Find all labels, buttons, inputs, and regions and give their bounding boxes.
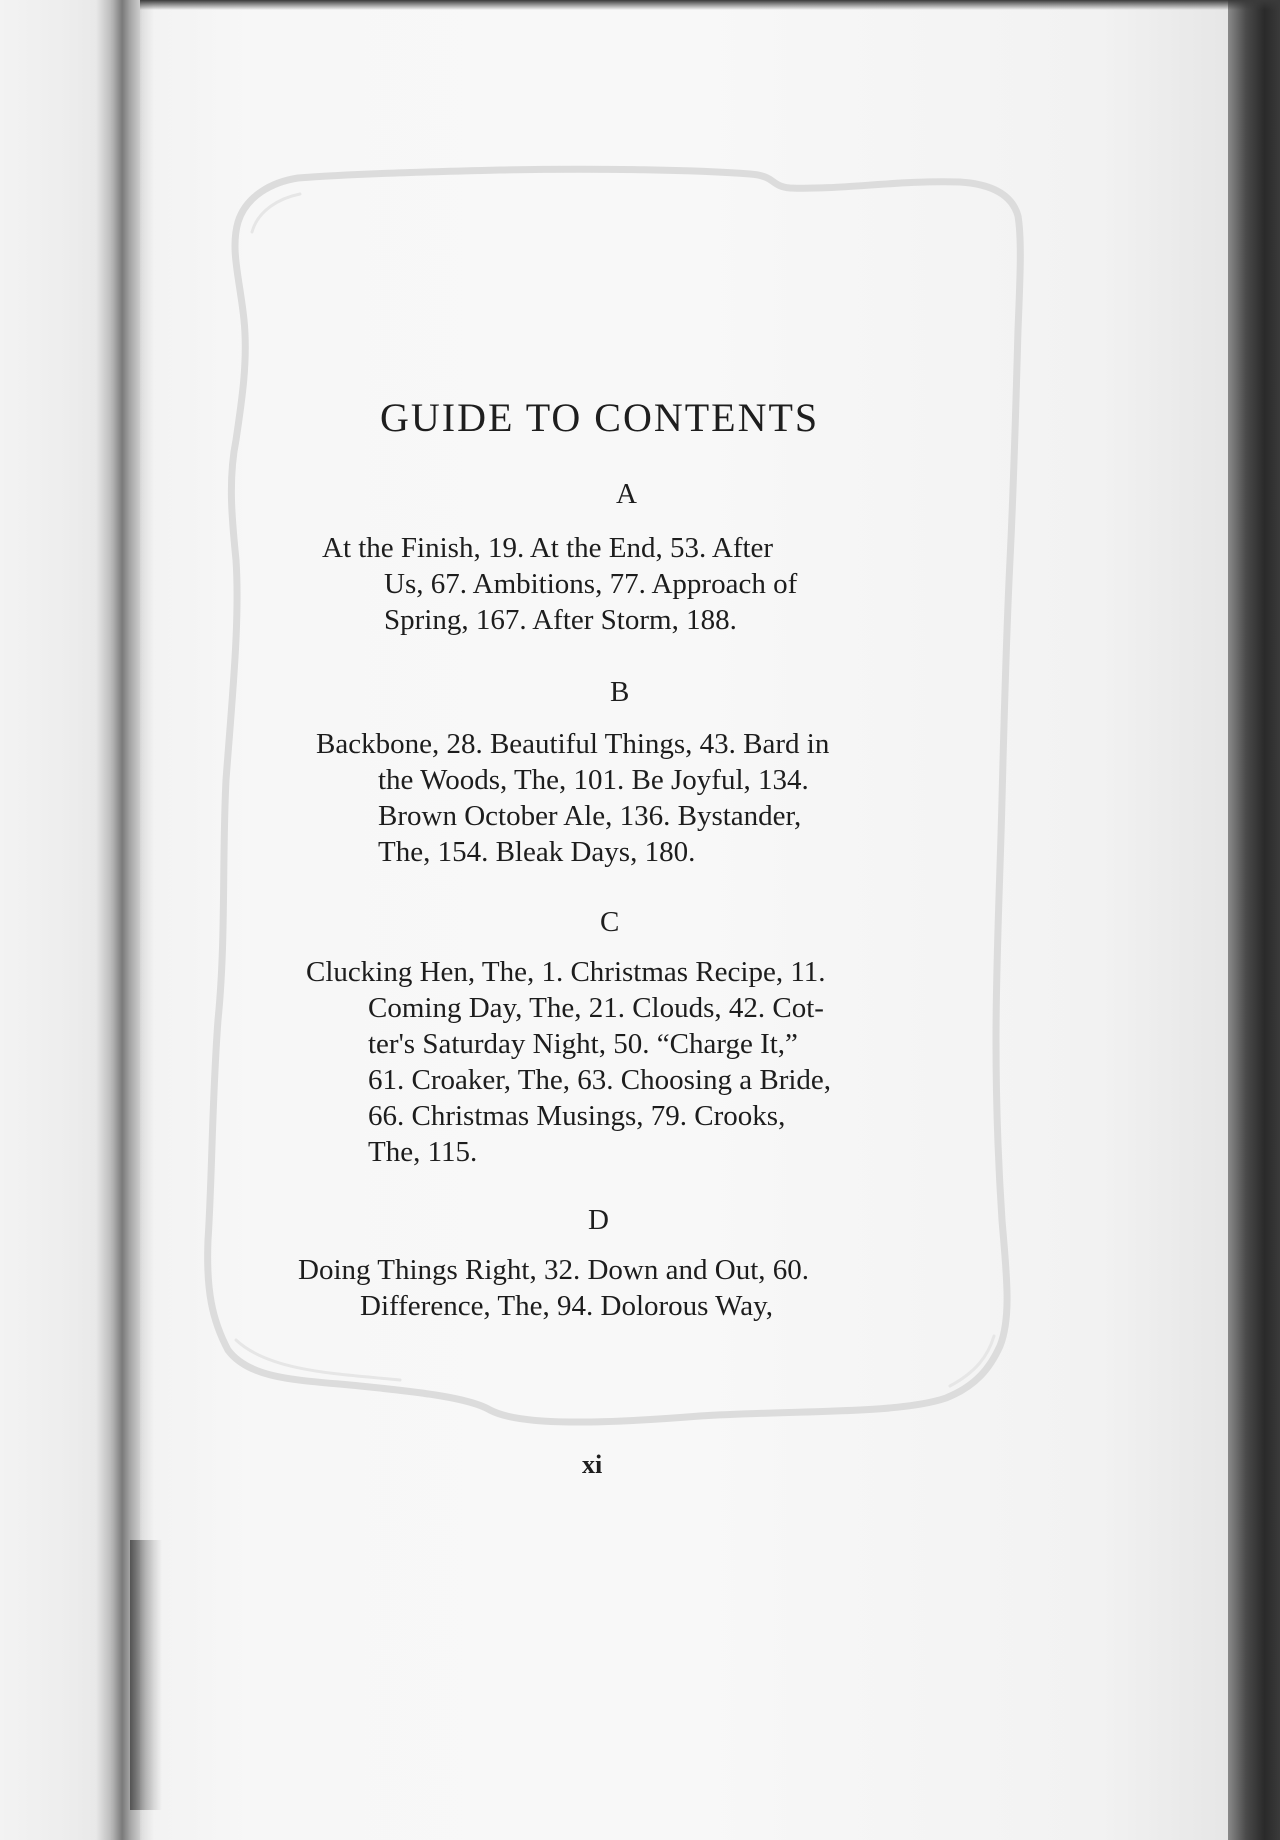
section-letter-d: D	[588, 1204, 609, 1236]
entry-line: ter's Saturday Night, 50. “Charge It,”	[368, 1028, 798, 1060]
section-entries-b	[316, 726, 936, 870]
entry-line: Backbone, 28. Beautiful Things, 43. Bard in	[316, 728, 830, 760]
entry-line: The, 154. Bleak Days, 180.	[378, 836, 696, 868]
entry-line: the Woods, The, 101. Be Joyful, 134.	[378, 764, 809, 796]
entry-line: Doing Things Right, 32. Down and Out, 60.	[298, 1254, 809, 1286]
page-title: GUIDE TO CONTENTS	[380, 395, 820, 440]
section-entries-d	[298, 1252, 938, 1324]
entry-line: Clucking Hen, The, 1. Christmas Recipe, 11.	[306, 956, 826, 988]
section-letter-c: C	[600, 906, 620, 938]
section-letter-a: A	[616, 478, 637, 510]
entry-line: Brown October Ale, 136. Bystander,	[378, 800, 802, 832]
entry-line: 61. Croaker, The, 63. Choosing a Bride,	[368, 1064, 832, 1096]
entry-line: The, 115.	[368, 1136, 478, 1168]
entry-line: Coming Day, The, 21. Clouds, 42. Cot-	[368, 992, 824, 1024]
entry-line: Spring, 167. After Storm, 188.	[384, 604, 737, 636]
section-entries-c	[306, 954, 936, 1170]
book-cover-edge	[1228, 0, 1280, 1840]
page-top-shadow	[140, 0, 1280, 10]
book-page	[140, 0, 1230, 1840]
book-gutter-dark-strip	[130, 1540, 162, 1810]
entry-line: 66. Christmas Musings, 79. Crooks,	[368, 1100, 786, 1132]
entry-line: Us, 67. Ambitions, 77. Approach of	[384, 568, 798, 600]
section-entries-a	[322, 530, 932, 638]
entry-line: Difference, The, 94. Dolorous Way,	[360, 1290, 773, 1322]
page-number: xi	[582, 1450, 603, 1479]
entry-line: At the Finish, 19. At the End, 53. After	[322, 532, 774, 564]
section-letter-b: B	[610, 676, 630, 708]
